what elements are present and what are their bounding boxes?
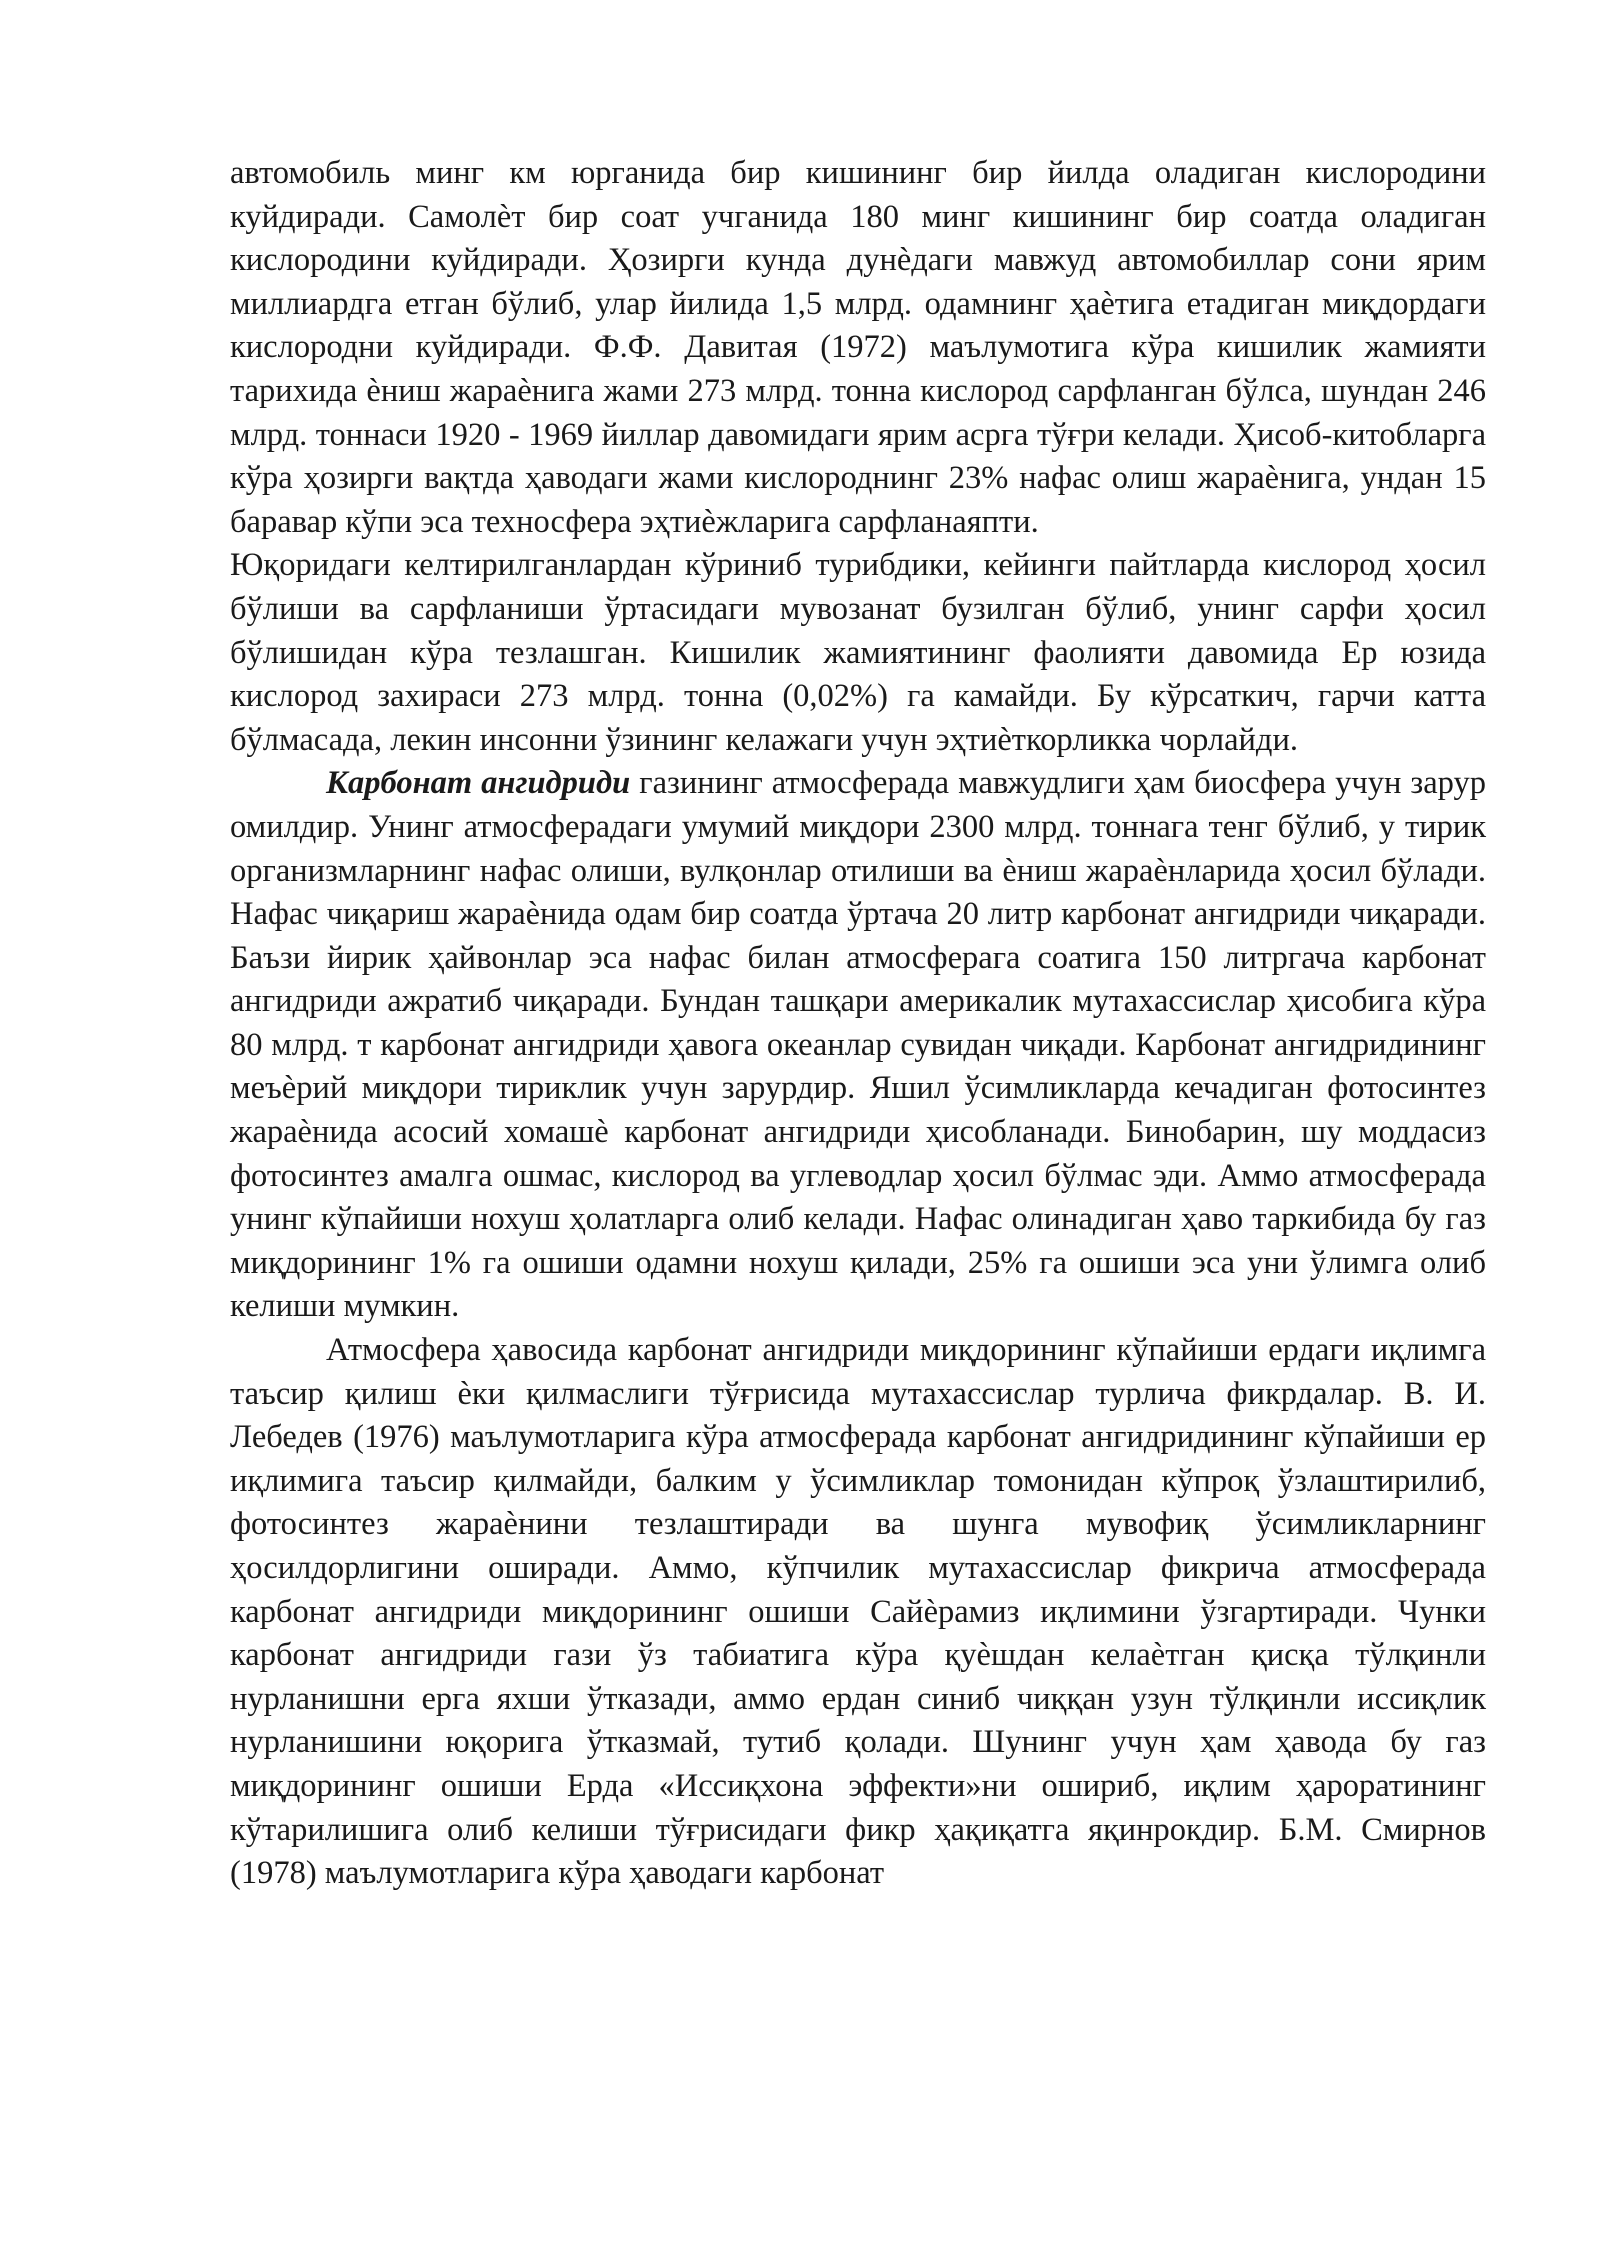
paragraph-text: Атмосфера ҳавосида карбонат ангидриди миқдорининг кўпайиши ердаги иқлимга таъсир қилиш ѐки қилмаслиги тўғрисида мутахассислар турлича фикрдалар. В. И. Лебедев (1976) маълумотларига кўра атмосферада карбонат ангидридининг кўпайиши ер иқлимига таъсир қилмайди, балким у ўсимликлар томонидан кўпроқ ўзлаштирилиб, фотосинтез жараѐнини тезлаштиради ва шунга мувофиқ ўсимликларнинг ҳосилдорлигини оширади. Аммо, кўпчилик мутахассислар фикрича атмосферада карбонат ангидриди миқдорининг ошиши Сайѐрамиз иқлимини ўзгартиради. Чунки карбонат ангидриди гази ўз табиатига кўра қуѐшдан келаѐтган қисқа тўлқинли нурланишни ерга яхши ўтказади, аммо ердан синиб чиққан узун тўлқинли иссиқлик нурланишини юқорига ўтказмай, тутиб қолади. Шунинг учун ҳам ҳавода бу газ миқдорининг ошиши Ерда «Иссиқхона эффекти»ни ошириб, иқлим ҳароратининг кўтарилишига олиб келиши тўғрисидаги фикр ҳақиқатга яқинрокдир. Б.М. Смирнов (1978) маълумотларига кўра ҳаводаги карбонат	[230, 1332, 1486, 1892]
paragraph-oxygen-balance	[230, 544, 1486, 762]
document-page	[230, 152, 1486, 1896]
paragraph-carbon-dioxide	[230, 762, 1486, 1329]
paragraph-text: автомобиль минг км юрганида бир кишининг бир йилда оладиган кислородини куйдиради. Самолѐт бир соат учганида 180 минг кишининг бир соатда оладиган кислородини куйдиради. Ҳозирги кунда дунѐдаги мавжуд автомобиллар сони ярим миллиардга етган бўлиб, улар йилида 1,5 млрд. одамнинг ҳаѐтига етадиган миқдордаги кислородни куйдиради. Ф.Ф. Давитая (1972) маълумотига кўра кишилик жамияти тарихида ѐниш жараѐнига жами 273 млрд. тонна кислород сарфланган бўлса, шундан 246 млрд. тоннаси 1920 - 1969 йиллар давомидаги ярим асрга тўғри келади. Ҳисоб-китобларга кўра ҳозирги вақтда ҳаводаги жами кислороднинг 23% нафас олиш жараѐнига, ундан 15 баравар кўпи эса техносфера эҳтиѐжларига сарфланаяпти.	[230, 155, 1486, 540]
paragraph-oxygen-consumption	[230, 152, 1486, 544]
term-heading: Карбонат ангидриди	[326, 765, 631, 802]
paragraph-text: газининг атмосферада мавжудлиги ҳам биосфера учун зарур омилдир. Унинг атмосферадаги умумий миқдори 2300 млрд. тоннага тенг бўлиб, у тирик организмларнинг нафас олиши, вулқонлар отилиши ва ѐниш жараѐнларида ҳосил бўлади. Нафас чиқариш жараѐнида одам бир соатда ўртача 20 литр карбонат ангидриди чиқаради. Баъзи йирик ҳайвонлар эса нафас билан атмосферага соатига 150 литргача карбонат ангидриди ажратиб чиқаради. Бундан ташқари америкалик мутахассислар ҳисобига кўра 80 млрд. т карбонат ангидриди ҳавога океанлар сувидан чиқади. Карбонат ангидридининг меъѐрий миқдори тириклик учун зарурдир. Яшил ўсимликларда кечадиган фотосинтез жараѐнида асосий хомашѐ карбонат ангидриди ҳисобланади. Бинобарин, шу моддасиз фотосинтез амалга ошмас, кислород ва углеводлар ҳосил бўлмас эди. Аммо атмосферада унинг кўпайиши нохуш ҳолатларга олиб келади. Нафас олинадиган ҳаво таркибида бу газ миқдорининг 1% га ошиши одамни нохуш қилади, 25% га ошиши эса уни ўлимга олиб келиши мумкин.	[230, 765, 1486, 1325]
paragraph-text: Юқоридаги келтирилганлардан кўриниб турибдики, кейинги пайтларда кислород ҳосил бўлиши ва сарфланиши ўртасидаги мувозанат бузилган бўлиб, унинг сарфи ҳосил бўлишидан кўра тезлашган. Кишилик жамиятининг фаолияти давомида Ер юзида кислород захираси 273 млрд. тонна (0,02%) га камайди. Бу кўрсаткич, гарчи катта бўлмасада, лекин инсонни ўзининг келажаги учун эҳтиѐткорликка чорлайди.	[230, 547, 1486, 758]
paragraph-climate-effect	[230, 1329, 1486, 1896]
